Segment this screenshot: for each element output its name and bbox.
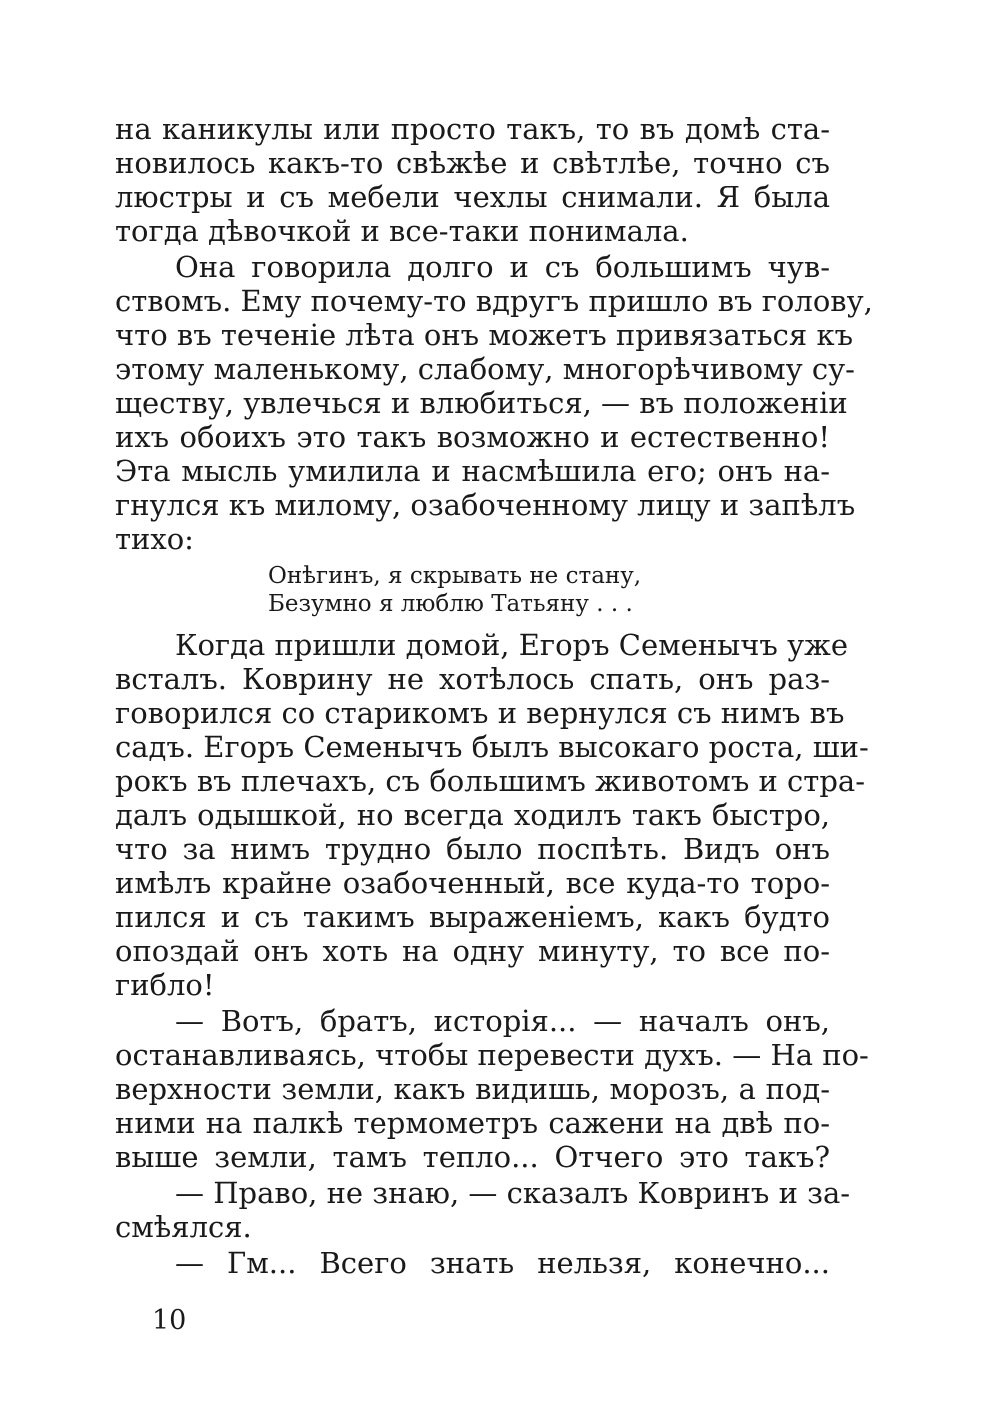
text-line: Когда пришли домой, Егоръ Семенычъ уже [175, 628, 848, 662]
text-line: ихъ обоихъ это такъ возможно и естественно! [115, 420, 830, 454]
text-line: этому маленькому, слабому, многорѣчивому су- [115, 352, 855, 386]
text-line: Она говорила долго и съ большимъ чув- [175, 250, 830, 284]
text-line: говорился со старикомъ и вернулся съ нимъ въ [115, 696, 845, 730]
text-line: — Право, не знаю, — сказалъ Ковринъ и за- [175, 1176, 851, 1210]
text-line: гибло! [115, 968, 215, 1002]
text-line: что за нимъ трудно было поспѣть. Видъ онъ [115, 832, 830, 866]
text-line: новилось какъ-то свѣжѣе и свѣтлѣе, точно съ [115, 146, 830, 180]
text-line: люстры и съ мебели чехлы снимали. Я была [115, 180, 830, 214]
verse-line: Безумно я люблю Татьяну . . . [268, 591, 633, 617]
text-line: смѣялся. [115, 1210, 252, 1244]
text-line: выше земли, тамъ тепло... Отчего это такъ? [115, 1140, 830, 1174]
text-line: рокъ въ плечахъ, съ большимъ животомъ и стра- [115, 764, 865, 798]
text-line: ществу, увлечься и влюбиться, — въ положеніи [115, 386, 848, 420]
text-line: останавливаясь, чтобы перевести духъ. — На по- [115, 1038, 869, 1072]
text-line: имѣлъ крайне озабоченный, все куда-то торо- [115, 866, 830, 900]
text-line: гнулся къ милому, озабоченному лицу и запѣлъ [115, 488, 856, 522]
text-line: — Вотъ, братъ, исторія... — началъ онъ, [175, 1004, 830, 1038]
text-line: ними на палкѣ термометръ сажени на двѣ по- [115, 1106, 830, 1140]
page-number: 10 [152, 1305, 187, 1336]
verse-line: Онѣгинъ, я скрывать не стану, [268, 563, 642, 589]
text-line: — Гм... Всего знать нельзя, конечно... [175, 1246, 830, 1280]
text-line: пился и съ такимъ выраженіемъ, какъ будто [115, 900, 830, 934]
text-line: всталъ. Коврину не хотѣлось спать, онъ раз- [115, 662, 830, 696]
text-line: тихо: [115, 522, 194, 556]
text-line: садъ. Егоръ Семенычъ былъ высокаго роста, ши- [115, 730, 869, 764]
text-line: ствомъ. Ему почему-то вдругъ пришло въ голову, [115, 284, 873, 318]
text-line: опоздай онъ хоть на одну минуту, то все по- [115, 934, 830, 968]
text-line: тогда дѣвочкой и все-таки понимала. [115, 214, 689, 248]
text-line: далъ одышкой, но всегда ходилъ такъ быстро, [115, 798, 830, 832]
text-line: что въ теченіе лѣта онъ можетъ привязаться къ [115, 318, 854, 352]
text-line: на каникулы или просто такъ, то въ домѣ ста- [115, 112, 830, 146]
text-line: верхности земли, какъ видишь, морозъ, а под- [115, 1072, 830, 1106]
text-line: Эта мысль умилила и насмѣшила его; онъ на- [115, 454, 830, 488]
